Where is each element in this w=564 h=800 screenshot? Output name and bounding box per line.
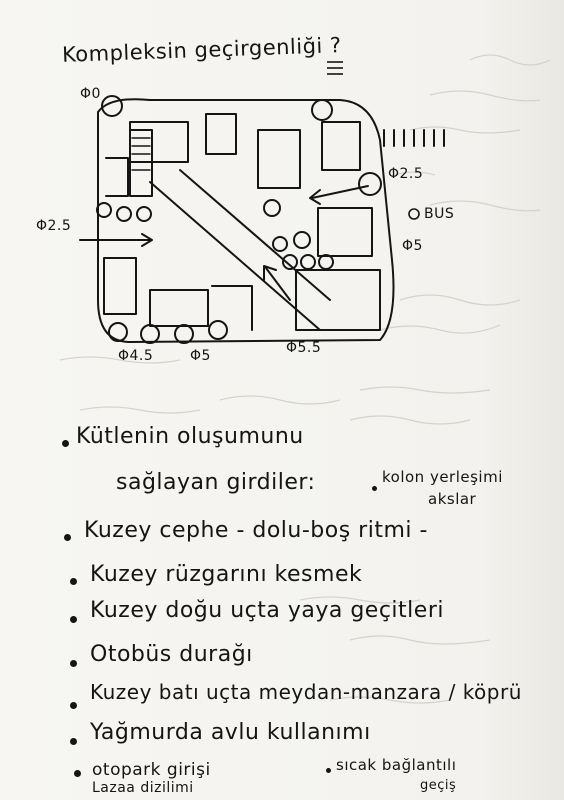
label-bottom-1: Φ4.5 — [118, 348, 154, 364]
label-bottom-3: Φ5.5 — [286, 340, 322, 356]
side-note-line2: akslar — [428, 490, 477, 508]
note-item-4: Otobüs durağı — [90, 642, 253, 667]
note-item-6: Yağmurda avlu kullanımı — [90, 720, 371, 745]
label-bus: BUS — [424, 206, 455, 222]
arrow-diagonal — [266, 268, 290, 300]
bullet-item-6 — [70, 738, 77, 745]
bullet-item-2 — [70, 578, 77, 585]
footer-right-line1: sıcak bağlantılı — [336, 756, 457, 774]
bullet-footer-right — [326, 768, 331, 773]
note-item-5: Kuzey batı uçta meydan-manzara / köprü — [90, 680, 522, 704]
building-bottom-1 — [104, 258, 136, 314]
label-left: Φ2.5 — [36, 218, 72, 234]
footer-right-line2: geçiş — [420, 778, 457, 793]
building-top-1 — [130, 122, 188, 162]
building-bottom-2 — [150, 290, 208, 326]
note-item-1: Kuzey cephe - dolu-boş ritmi - — [84, 518, 428, 543]
left-block — [106, 158, 128, 196]
bullet-heading — [62, 440, 69, 447]
bullet-item-4 — [70, 660, 77, 667]
label-top-left: Φ0 — [80, 86, 101, 102]
building-top-3 — [258, 130, 300, 188]
side-note-line1: kolon yerleşimi — [382, 468, 503, 486]
building-bottom-3 — [212, 286, 252, 330]
bullet-item-5 — [70, 702, 77, 709]
label-right-top: Φ2.5 — [388, 166, 424, 182]
note-item-3: Kuzey doğu uçta yaya geçitleri — [90, 598, 444, 623]
building-top-2 — [206, 114, 236, 154]
notes-heading-line2: sağlayan girdiler: — [116, 470, 316, 495]
bullet-item-7 — [74, 770, 81, 777]
building-top-4 — [322, 122, 360, 170]
bullet-side-note — [372, 486, 377, 491]
bus-stop-icon — [409, 209, 419, 219]
note-item-2: Kuzey rüzgarını kesmek — [90, 562, 363, 587]
note-item-7: otopark girişi — [92, 760, 211, 780]
label-bottom-2: Φ5 — [190, 348, 211, 364]
label-right: Φ5 — [402, 238, 423, 254]
notes-heading-line1: Kütlenin oluşumunu — [76, 424, 304, 449]
building-right-1 — [318, 208, 372, 256]
page-title: Kompleksin geçirgenliği ? — [61, 33, 342, 67]
footer-left: Lazaa dizilimi — [92, 780, 194, 796]
bullet-item-3 — [70, 616, 77, 623]
bullet-item-1 — [64, 534, 71, 541]
